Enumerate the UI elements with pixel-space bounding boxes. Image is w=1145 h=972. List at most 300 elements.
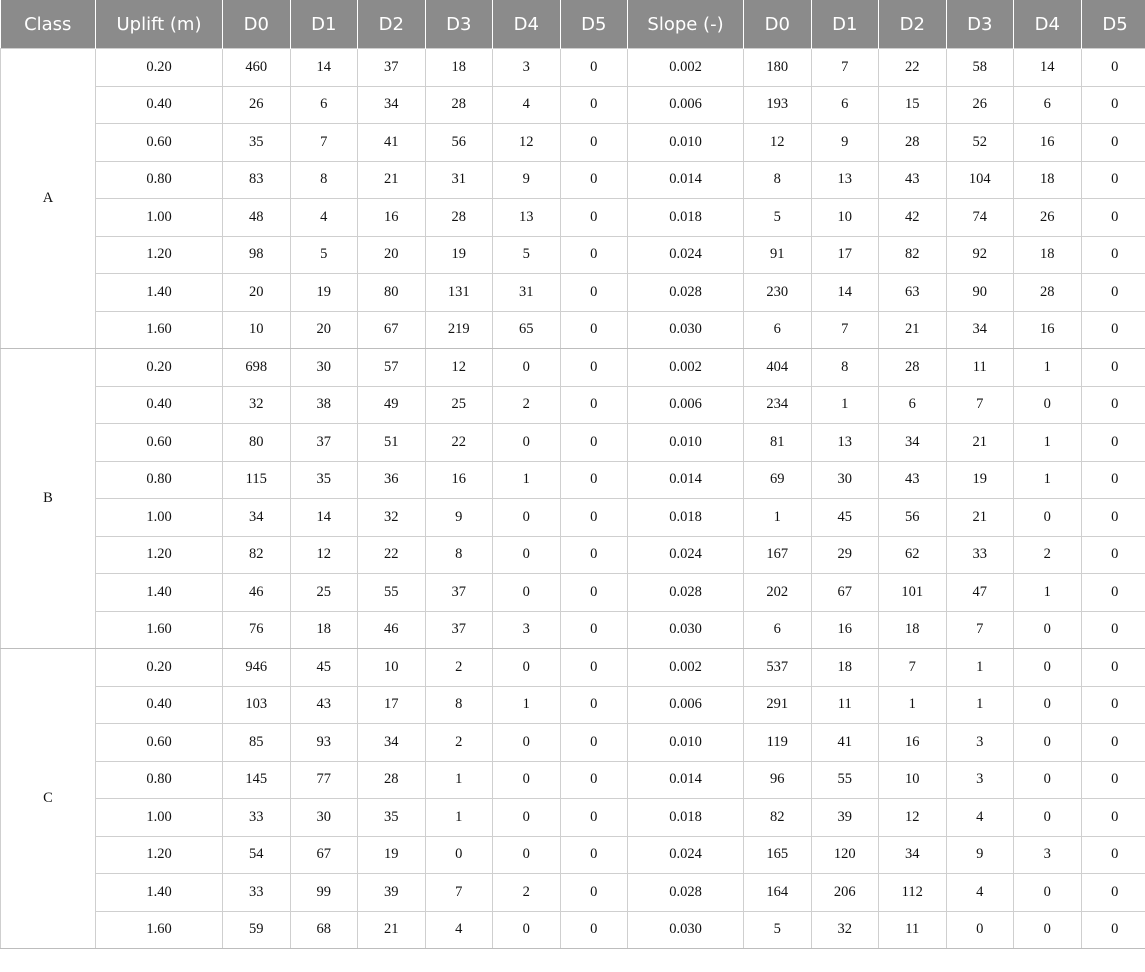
table-row [1, 686, 1145, 724]
table-cell: 8 [425, 536, 493, 574]
table-cell: 19 [946, 461, 1014, 499]
table-cell: 12 [425, 349, 493, 387]
table-cell: 59 [223, 911, 291, 949]
table-cell: 22 [358, 536, 426, 574]
table-cell: 7 [946, 611, 1014, 649]
table-cell: 120 [811, 836, 879, 874]
table-row [1, 761, 1145, 799]
table-cell: 28 [1014, 274, 1082, 312]
table-cell: 0 [1081, 386, 1145, 424]
table-cell: 90 [946, 274, 1014, 312]
table-cell: 0 [493, 836, 561, 874]
table-cell: 15 [879, 86, 947, 124]
table-cell: 16 [811, 611, 879, 649]
table-cell: 202 [744, 574, 812, 612]
table-cell: 14 [1014, 49, 1082, 87]
table-cell: 0 [560, 911, 628, 949]
table-cell: 21 [358, 911, 426, 949]
table-cell: 3 [946, 761, 1014, 799]
table-cell: 41 [358, 124, 426, 162]
table-row [1, 311, 1145, 349]
table-cell: 9 [946, 836, 1014, 874]
table-cell: 6 [290, 86, 358, 124]
table-cell: 52 [946, 124, 1014, 162]
table-cell: 0.80 [96, 761, 223, 799]
class-label: A [1, 49, 96, 349]
table-cell: 0.014 [628, 161, 744, 199]
table-cell: 32 [811, 911, 879, 949]
table-cell: 0 [560, 499, 628, 537]
table-cell: 1.40 [96, 274, 223, 312]
table-cell: 11 [879, 911, 947, 949]
table-cell: 0 [1081, 274, 1145, 312]
table-cell: 21 [946, 499, 1014, 537]
table-cell: 42 [879, 199, 947, 237]
table-cell: 43 [290, 686, 358, 724]
table-cell: 0 [1014, 686, 1082, 724]
table-cell: 39 [811, 799, 879, 837]
table-row [1, 424, 1145, 462]
table-cell: 82 [744, 799, 812, 837]
table-cell: 82 [223, 536, 291, 574]
table-cell: 80 [358, 274, 426, 312]
table-cell: 34 [358, 724, 426, 762]
table-cell: 0 [946, 911, 1014, 949]
table-cell: 6 [744, 311, 812, 349]
table-cell: 68 [290, 911, 358, 949]
table-cell: 0.006 [628, 386, 744, 424]
table-cell: 0 [1081, 124, 1145, 162]
table-cell: 460 [223, 49, 291, 87]
table-cell: 0 [493, 574, 561, 612]
table-cell: 0 [560, 124, 628, 162]
table-cell: 58 [946, 49, 1014, 87]
table-cell: 69 [744, 461, 812, 499]
table-cell: 9 [493, 161, 561, 199]
table-cell: 165 [744, 836, 812, 874]
table-cell: 10 [358, 649, 426, 687]
table-cell: 21 [946, 424, 1014, 462]
table-cell: 1 [493, 686, 561, 724]
table-cell: 2 [425, 649, 493, 687]
table-cell: 30 [811, 461, 879, 499]
table-cell: 2 [493, 386, 561, 424]
table-header [1, 0, 1145, 49]
table-cell: 28 [358, 761, 426, 799]
table-cell: 0 [1081, 799, 1145, 837]
table-cell: 115 [223, 461, 291, 499]
table-cell: 14 [811, 274, 879, 312]
table-cell: 167 [744, 536, 812, 574]
table-cell: 45 [290, 649, 358, 687]
table-cell: 13 [493, 199, 561, 237]
table-cell: 28 [879, 349, 947, 387]
table-cell: 33 [223, 874, 291, 912]
table-row [1, 199, 1145, 237]
table-cell: 0.010 [628, 124, 744, 162]
table-cell: 46 [358, 611, 426, 649]
table-cell: 8 [811, 349, 879, 387]
table-cell: 0 [1081, 86, 1145, 124]
table-cell: 0 [1081, 649, 1145, 687]
table-cell: 74 [946, 199, 1014, 237]
table-cell: 13 [811, 161, 879, 199]
table-cell: 0 [560, 724, 628, 762]
table-cell: 0 [560, 274, 628, 312]
table-cell: 234 [744, 386, 812, 424]
table-row [1, 49, 1145, 87]
column-header: D3 [946, 0, 1014, 49]
table-cell: 1 [744, 499, 812, 537]
table-cell: 34 [358, 86, 426, 124]
table-cell: 28 [425, 199, 493, 237]
table-cell: 1 [1014, 424, 1082, 462]
table-cell: 0.018 [628, 799, 744, 837]
header-row [1, 0, 1145, 49]
table-cell: 0 [493, 499, 561, 537]
table-cell: 67 [290, 836, 358, 874]
table-cell: 16 [879, 724, 947, 762]
table-cell: 17 [811, 236, 879, 274]
table-cell: 0.002 [628, 349, 744, 387]
table-cell: 0 [560, 611, 628, 649]
table-cell: 65 [493, 311, 561, 349]
table-cell: 77 [290, 761, 358, 799]
column-header: Slope (-) [628, 0, 744, 49]
table-cell: 0.80 [96, 461, 223, 499]
table-cell: 12 [290, 536, 358, 574]
table-cell: 0 [1081, 49, 1145, 87]
table-cell: 0 [1081, 349, 1145, 387]
table-cell: 0 [1014, 799, 1082, 837]
column-header: Class [1, 0, 96, 49]
table-cell: 0 [560, 574, 628, 612]
table-cell: 32 [223, 386, 291, 424]
table-cell: 7 [879, 649, 947, 687]
table-cell: 112 [879, 874, 947, 912]
table-cell: 1.00 [96, 199, 223, 237]
column-header: D4 [1014, 0, 1082, 49]
table-cell: 6 [811, 86, 879, 124]
table-cell: 0 [1081, 874, 1145, 912]
table-cell: 0 [1081, 199, 1145, 237]
table-cell: 33 [946, 536, 1014, 574]
table-cell: 56 [879, 499, 947, 537]
table-cell: 18 [879, 611, 947, 649]
table-cell: 92 [946, 236, 1014, 274]
table-row [1, 611, 1145, 649]
table-cell: 21 [879, 311, 947, 349]
table-cell: 17 [358, 686, 426, 724]
table-cell: 0.014 [628, 761, 744, 799]
table-cell: 0 [1014, 649, 1082, 687]
table-cell: 0.018 [628, 499, 744, 537]
table-row [1, 386, 1145, 424]
table-cell: 0 [1014, 761, 1082, 799]
table-cell: 6 [879, 386, 947, 424]
table-row [1, 499, 1145, 537]
table-cell: 1 [425, 761, 493, 799]
table-cell: 7 [290, 124, 358, 162]
table-cell: 537 [744, 649, 812, 687]
table-cell: 180 [744, 49, 812, 87]
table-cell: 0 [560, 649, 628, 687]
table-cell: 1 [1014, 461, 1082, 499]
table-cell: 30 [290, 799, 358, 837]
table-cell: 0 [1081, 424, 1145, 462]
table-row [1, 574, 1145, 612]
table-cell: 3 [1014, 836, 1082, 874]
table-cell: 11 [811, 686, 879, 724]
table-cell: 0 [1081, 574, 1145, 612]
table-cell: 31 [425, 161, 493, 199]
table-cell: 10 [811, 199, 879, 237]
table-cell: 0.60 [96, 124, 223, 162]
table-cell: 0 [1081, 499, 1145, 537]
table-cell: 1.20 [96, 536, 223, 574]
table-cell: 37 [290, 424, 358, 462]
table-cell: 1.60 [96, 911, 223, 949]
table-cell: 36 [358, 461, 426, 499]
table-cell: 0.20 [96, 349, 223, 387]
table-row [1, 349, 1145, 387]
table-cell: 41 [811, 724, 879, 762]
table-cell: 7 [811, 311, 879, 349]
table-cell: 0.030 [628, 611, 744, 649]
table-cell: 67 [358, 311, 426, 349]
table-cell: 0 [493, 349, 561, 387]
table-cell: 219 [425, 311, 493, 349]
table-cell: 19 [358, 836, 426, 874]
table-cell: 7 [425, 874, 493, 912]
table-cell: 9 [425, 499, 493, 537]
table-cell: 0 [560, 686, 628, 724]
table-cell: 62 [879, 536, 947, 574]
table-cell: 5 [493, 236, 561, 274]
table-cell: 0.014 [628, 461, 744, 499]
table-cell: 18 [811, 649, 879, 687]
table-cell: 43 [879, 161, 947, 199]
table-cell: 37 [358, 49, 426, 87]
table-cell: 0 [1081, 536, 1145, 574]
table-cell: 0 [560, 49, 628, 87]
table-cell: 35 [358, 799, 426, 837]
table-cell: 0.010 [628, 724, 744, 762]
table-cell: 34 [946, 311, 1014, 349]
table-cell: 4 [946, 799, 1014, 837]
table-cell: 1 [879, 686, 947, 724]
table-cell: 9 [811, 124, 879, 162]
table-cell: 0.028 [628, 274, 744, 312]
table-cell: 14 [290, 499, 358, 537]
table-cell: 18 [425, 49, 493, 87]
table-cell: 0 [560, 761, 628, 799]
column-header: D0 [223, 0, 291, 49]
table-cell: 0 [493, 799, 561, 837]
table-cell: 0.20 [96, 649, 223, 687]
table-cell: 0.024 [628, 236, 744, 274]
table-cell: 14 [290, 49, 358, 87]
table-cell: 0 [1081, 686, 1145, 724]
table-cell: 63 [879, 274, 947, 312]
table-cell: 26 [1014, 199, 1082, 237]
table-cell: 1.00 [96, 799, 223, 837]
table-cell: 0.028 [628, 874, 744, 912]
table-cell: 35 [223, 124, 291, 162]
table-cell: 85 [223, 724, 291, 762]
table-cell: 3 [493, 611, 561, 649]
table-cell: 0.030 [628, 911, 744, 949]
table-cell: 698 [223, 349, 291, 387]
table-cell: 20 [223, 274, 291, 312]
table-cell: 1 [811, 386, 879, 424]
table-cell: 164 [744, 874, 812, 912]
table-cell: 18 [1014, 236, 1082, 274]
table-cell: 13 [811, 424, 879, 462]
table-cell: 0.60 [96, 724, 223, 762]
table-cell: 0 [560, 199, 628, 237]
table-cell: 0 [1081, 761, 1145, 799]
table-cell: 1.60 [96, 311, 223, 349]
table-cell: 67 [811, 574, 879, 612]
table-cell: 12 [879, 799, 947, 837]
table-cell: 1.20 [96, 836, 223, 874]
table-cell: 37 [425, 574, 493, 612]
table-row [1, 236, 1145, 274]
table-cell: 0.024 [628, 836, 744, 874]
table-cell: 103 [223, 686, 291, 724]
table-cell: 0 [1081, 311, 1145, 349]
table-cell: 10 [879, 761, 947, 799]
table-cell: 43 [879, 461, 947, 499]
table-cell: 0 [1081, 611, 1145, 649]
table-cell: 0 [560, 349, 628, 387]
table-cell: 0.028 [628, 574, 744, 612]
table-cell: 22 [879, 49, 947, 87]
table-cell: 4 [946, 874, 1014, 912]
table-cell: 1 [946, 686, 1014, 724]
table-cell: 0 [493, 911, 561, 949]
table-cell: 98 [223, 236, 291, 274]
table-cell: 206 [811, 874, 879, 912]
table-cell: 48 [223, 199, 291, 237]
table-cell: 32 [358, 499, 426, 537]
table-cell: 1.20 [96, 236, 223, 274]
table-cell: 80 [223, 424, 291, 462]
table-cell: 0.20 [96, 49, 223, 87]
table-cell: 5 [744, 199, 812, 237]
table-cell: 18 [1014, 161, 1082, 199]
table-cell: 2 [1014, 536, 1082, 574]
column-header: D0 [744, 0, 812, 49]
table-cell: 0 [560, 836, 628, 874]
table-cell: 0.002 [628, 49, 744, 87]
table-cell: 7 [811, 49, 879, 87]
table-cell: 230 [744, 274, 812, 312]
table-cell: 145 [223, 761, 291, 799]
table-cell: 12 [493, 124, 561, 162]
table-cell: 6 [1014, 86, 1082, 124]
table-cell: 25 [425, 386, 493, 424]
table-cell: 16 [1014, 124, 1082, 162]
table-cell: 946 [223, 649, 291, 687]
table-cell: 404 [744, 349, 812, 387]
table-cell: 34 [879, 836, 947, 874]
table-row [1, 724, 1145, 762]
table-row [1, 86, 1145, 124]
table-cell: 0.018 [628, 199, 744, 237]
table-row [1, 461, 1145, 499]
table-cell: 22 [425, 424, 493, 462]
class-label: B [1, 349, 96, 649]
table-cell: 0 [560, 424, 628, 462]
table-cell: 4 [290, 199, 358, 237]
table-cell: 19 [290, 274, 358, 312]
table-cell: 31 [493, 274, 561, 312]
table-cell: 0.002 [628, 649, 744, 687]
table-cell: 1 [425, 799, 493, 837]
table-row [1, 536, 1145, 574]
table-cell: 5 [744, 911, 812, 949]
table-cell: 56 [425, 124, 493, 162]
table-cell: 20 [358, 236, 426, 274]
table-cell: 55 [358, 574, 426, 612]
table-cell: 0 [493, 761, 561, 799]
table-cell: 0 [493, 536, 561, 574]
table-cell: 1 [1014, 349, 1082, 387]
table-cell: 0.006 [628, 86, 744, 124]
table-row [1, 911, 1145, 949]
table-row [1, 274, 1145, 312]
column-header: D3 [425, 0, 493, 49]
table-cell: 0 [1081, 161, 1145, 199]
table-cell: 1 [1014, 574, 1082, 612]
table-cell: 8 [290, 161, 358, 199]
table-cell: 6 [744, 611, 812, 649]
table-cell: 20 [290, 311, 358, 349]
table-cell: 0 [1014, 874, 1082, 912]
table-cell: 0.006 [628, 686, 744, 724]
table-cell: 39 [358, 874, 426, 912]
table-cell: 49 [358, 386, 426, 424]
table-cell: 0.40 [96, 86, 223, 124]
table-cell: 1.60 [96, 611, 223, 649]
table-cell: 0 [1014, 386, 1082, 424]
table-cell: 47 [946, 574, 1014, 612]
table-cell: 2 [493, 874, 561, 912]
table-cell: 0 [560, 874, 628, 912]
table-cell: 0 [493, 724, 561, 762]
table-cell: 26 [223, 86, 291, 124]
table-cell: 16 [425, 461, 493, 499]
table-cell: 1.40 [96, 874, 223, 912]
table-cell: 0.80 [96, 161, 223, 199]
table-cell: 291 [744, 686, 812, 724]
table-cell: 0.030 [628, 311, 744, 349]
table-row [1, 874, 1145, 912]
table-cell: 0 [1081, 724, 1145, 762]
table-cell: 0.024 [628, 536, 744, 574]
table-cell: 0.40 [96, 386, 223, 424]
table-cell: 0 [425, 836, 493, 874]
table-cell: 131 [425, 274, 493, 312]
table-cell: 4 [493, 86, 561, 124]
table-cell: 3 [493, 49, 561, 87]
table-cell: 0 [560, 461, 628, 499]
table-cell: 54 [223, 836, 291, 874]
table-cell: 33 [223, 799, 291, 837]
table-cell: 7 [946, 386, 1014, 424]
